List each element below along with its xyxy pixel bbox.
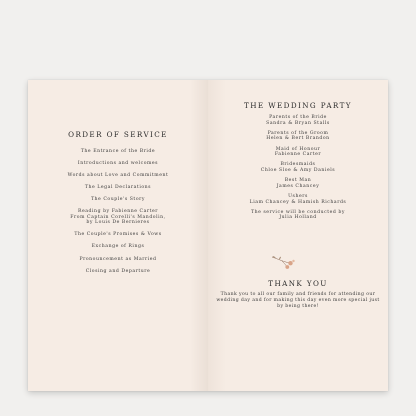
right-page bbox=[208, 80, 388, 391]
wedding-party-group bbox=[208, 194, 388, 205]
party-role: Bridesmaids bbox=[280, 162, 316, 168]
list-item bbox=[28, 197, 208, 202]
list-item bbox=[28, 244, 208, 249]
party-role: Parents of the Bride bbox=[269, 115, 327, 120]
list-item-text: The Couple's Story bbox=[90, 197, 146, 203]
thank-you-message: Thank you to all our family and friends for attending our wedding day and for making this day even more special just by being there! bbox=[216, 292, 380, 310]
list-item bbox=[28, 185, 208, 190]
party-names: Sandra & Bryan Stalls bbox=[266, 120, 330, 126]
left-page bbox=[28, 80, 208, 391]
wedding-party-list bbox=[208, 115, 388, 225]
party-names: Helen & Bert Brandon bbox=[266, 136, 330, 142]
thank-you-title: THANK YOU bbox=[268, 279, 328, 288]
wedding-party-group bbox=[208, 178, 388, 189]
list-item-text: Exchange of Rings bbox=[91, 244, 145, 250]
list-item bbox=[28, 149, 208, 154]
wedding-party-group bbox=[208, 131, 388, 142]
party-role: Best Man bbox=[284, 178, 312, 184]
wedding-party-group bbox=[208, 162, 388, 173]
party-names: Chloe Sloe & Amy Daniels bbox=[260, 167, 336, 173]
party-names: James Chancey bbox=[276, 183, 320, 189]
list-item-text: The Couple's Promises & Vows bbox=[74, 232, 162, 238]
party-role: Ushers bbox=[288, 193, 308, 199]
list-item-reading bbox=[28, 209, 208, 225]
party-role: Maid of Honour bbox=[275, 146, 321, 152]
botanical-sprig-icon bbox=[270, 253, 298, 269]
wedding-party-title: THE WEDDING PARTY bbox=[244, 101, 352, 110]
list-item bbox=[28, 173, 208, 178]
list-item-text: Introductions and welcomes bbox=[77, 161, 159, 167]
party-role: The service will be conducted by bbox=[250, 209, 346, 215]
order-of-service-title: ORDER OF SERVICE bbox=[68, 130, 168, 139]
list-item bbox=[28, 257, 208, 262]
list-item-text: Closing and Departure bbox=[85, 268, 151, 274]
list-item-text: The Entrance of the Bride bbox=[80, 149, 156, 154]
list-item-text: Pronouncement as Married bbox=[79, 256, 157, 262]
list-item-text: Words about Love and Commitment bbox=[67, 173, 169, 179]
party-role: Parents of the Groom bbox=[267, 130, 329, 136]
list-item bbox=[28, 232, 208, 237]
list-item bbox=[28, 269, 208, 274]
party-names: Liam Chancey & Hamish Richards bbox=[249, 199, 347, 205]
wedding-party-group bbox=[208, 147, 388, 158]
party-names: Julia Holland bbox=[279, 215, 317, 221]
list-item-text: The Legal Declarations bbox=[84, 185, 152, 191]
wedding-party-group bbox=[208, 115, 388, 126]
wedding-party-group bbox=[208, 210, 388, 221]
list-item bbox=[28, 161, 208, 166]
party-names: Fabienne Carter bbox=[274, 152, 322, 158]
list-item-text: Reading by Fabienne Carter From Captain Corelli's Mandolin, by Louis De Bernieres bbox=[70, 209, 166, 226]
wedding-program-booklet bbox=[28, 80, 388, 391]
order-of-service-list bbox=[28, 149, 208, 281]
